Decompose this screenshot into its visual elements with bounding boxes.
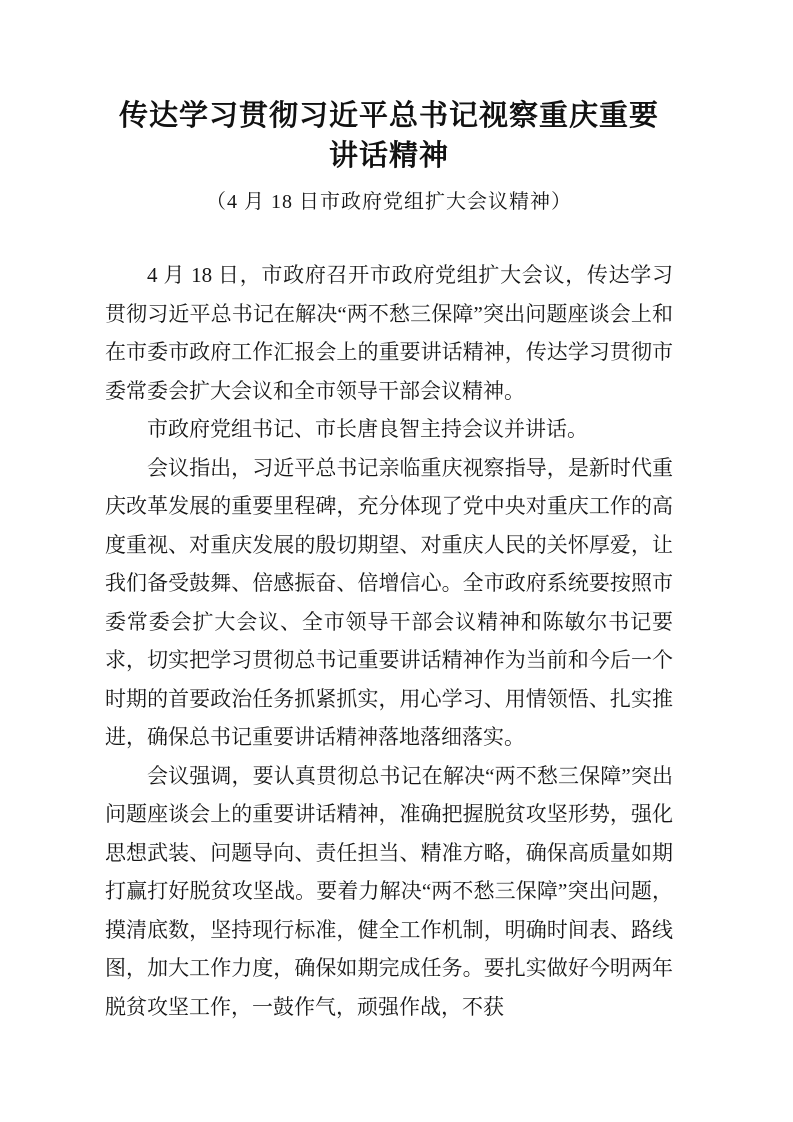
document-title: 传达学习贯彻习近平总书记视察重庆重要讲话精神 xyxy=(118,100,659,172)
body-paragraph: 会议指出，习近平总书记亲临重庆视察指导，是新时代重庆改革发展的重要里程碑，充分体现了党中央对重庆工作的高度重视、对重庆发展的殷切期望、对重庆人民的关怀厚爱，让我们备受鼓舞、倍感振奋、倍增信心。全市政府系统要按照市委常委会扩大会议、全市领导干部会议精神和陈敏尔书记要求，切实把学习贯彻总书记重要讲话精神作为当前和今后一个时期的首要政治任务抓紧抓实，用心学习、用情领悟、扎实推进，确保总书记重要讲话精神落地落细落实。 xyxy=(105,455,673,749)
body-paragraph: 4 月 18 日，市政府召开市政府党组扩大会议，传达学习贯彻习近平总书记在解决“两不愁三保障”突出问题座谈会上和在市委市政府工作汇报会上的重要讲话精神，传达学习贯彻市委常委会扩大会议和全市领导干部会议精神。 xyxy=(105,263,673,403)
body-paragraph: 市政府党组书记、市长唐良智主持会议并讲话。 xyxy=(147,417,588,441)
document-subtitle: （4 月 18 日市政府党组扩大会议精神） xyxy=(206,191,572,213)
document-body xyxy=(105,256,673,1026)
body-paragraph: 会议强调，要认真贯彻总书记在解决“两不愁三保障”突出问题座谈会上的重要讲话精神，准确把握脱贫攻坚形势，强化思想武装、问题导向、责任担当、精准方略，确保高质量如期打赢打好脱贫攻坚战。要着力解决“两不愁三保障”突出问题，摸清底数，坚持现行标准，健全工作机制，明确时间表、路线图，加大工作力度，确保如期完成任务。要扎实做好今明两年脱贫攻坚工作，一鼓作气，顽强作战，不获 xyxy=(105,763,673,1019)
